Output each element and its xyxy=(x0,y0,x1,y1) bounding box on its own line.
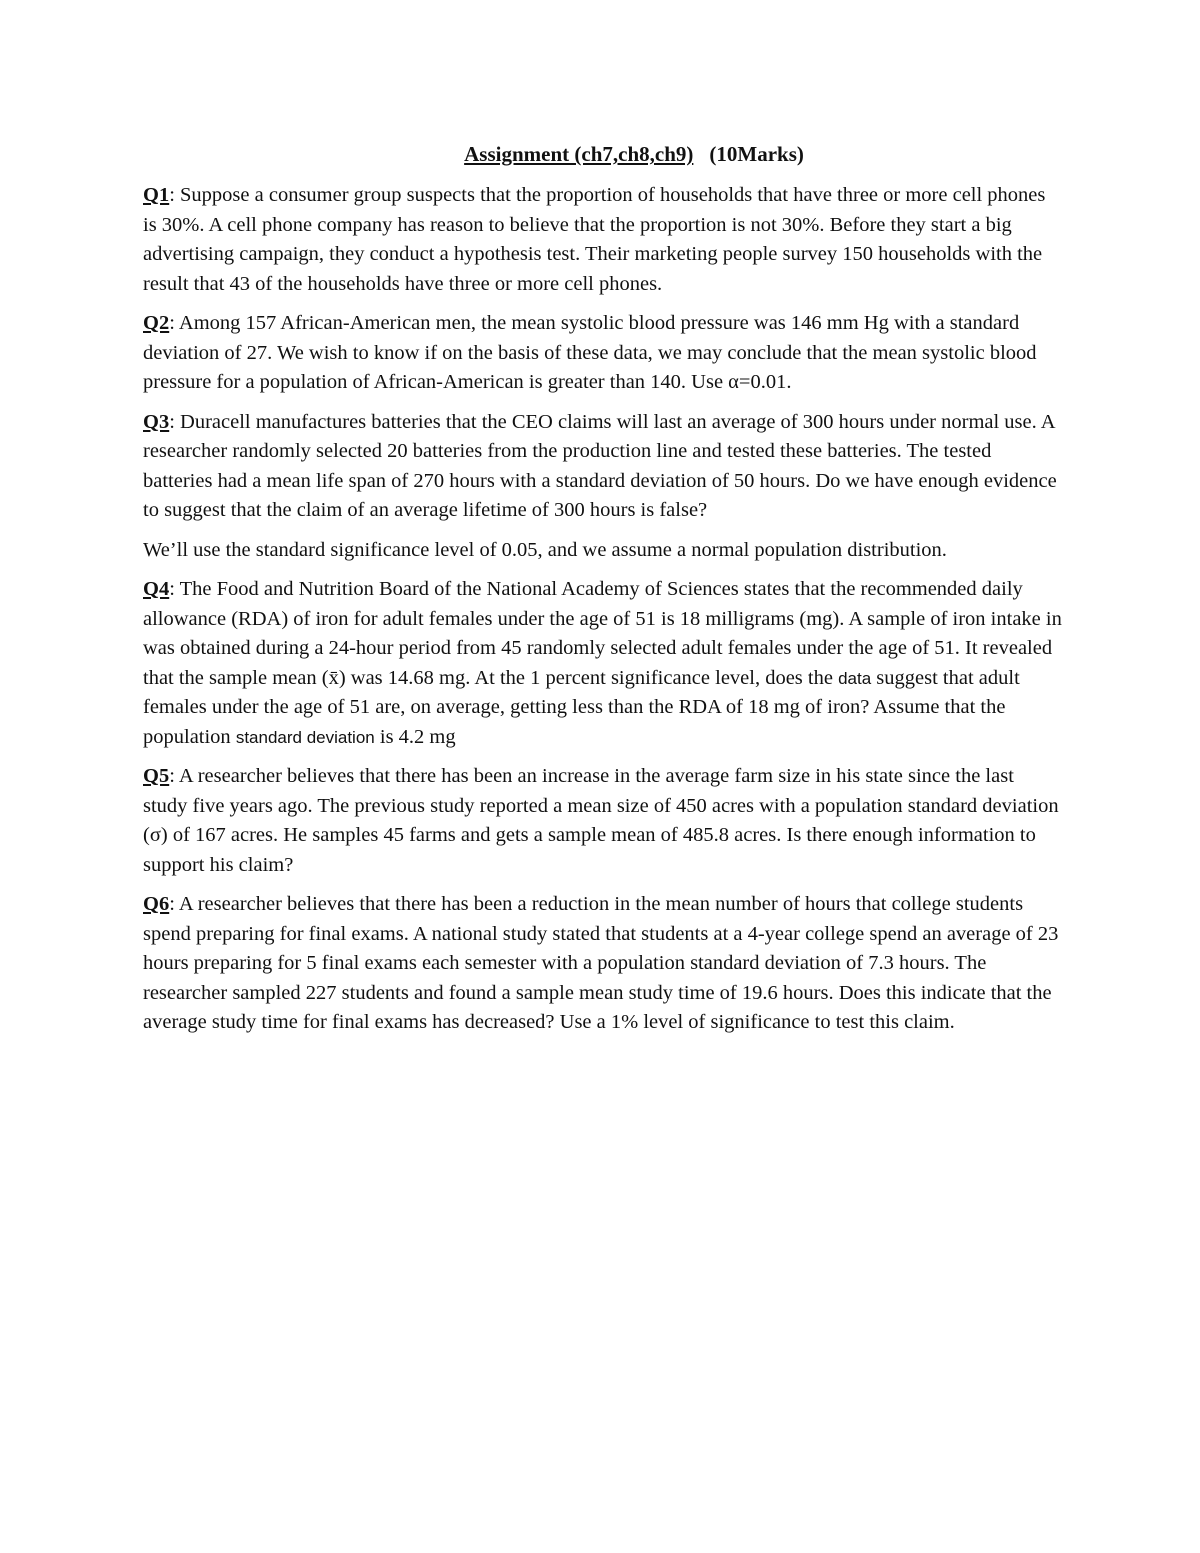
assignment-header xyxy=(143,140,1063,169)
question-label: Q3 xyxy=(143,410,170,433)
question-q3 xyxy=(143,408,1063,526)
question-label: Q6 xyxy=(143,893,170,915)
question-label-separator: : xyxy=(169,893,175,915)
document-body xyxy=(143,140,1063,1048)
question-q4 xyxy=(143,575,1063,752)
question-text: A researcher believes that there has been a reduction in the mean number of hours that college students spend preparing for final exams. A national study stated that students at a 4-year college spend an average of 23 hours preparing for 5 final exams each semester with a population standard deviation of 7.3 hours. The researcher sampled 227 students and found a sample mean study time of 19.6 hours. Does this indicate that the average study time for final exams has decreased? Use a 1% level of significance to test this claim. xyxy=(143,893,1059,1033)
question-text: Suppose a consumer group suspects that the proportion of households that have three or more cell phones is 30%. A cell phone company has reason to believe that the proportion is not 30%. Before they start a big advertising campaign, they conduct a hypothesis test. Their marketing people survey 150 households with the result that 43 of the households have three or more cell phones. xyxy=(143,184,1046,295)
question-label-separator: : xyxy=(169,312,175,334)
question-text: suggest that adult females under the age of 51 are, on average, getting less than the RDA of 18 mg of iron? Assume that the population xyxy=(143,666,1020,748)
question-label-separator: : xyxy=(169,765,175,787)
question-label: Q5 xyxy=(143,765,170,787)
question-q5 xyxy=(143,762,1063,880)
question-q6 xyxy=(143,890,1063,1038)
question-text-inline: data xyxy=(838,668,872,688)
question-q2 xyxy=(143,309,1063,398)
assignment-title: Assignment (ch7,ch8,ch9) xyxy=(464,142,694,166)
question-label: Q1 xyxy=(143,184,170,206)
question-text: A researcher believes that there has been an increase in the average farm size in his state since the last study five years ago. The previous study reported a mean size of 450 acres with a population standard deviation (σ) of 167 acres. He samples 45 farms and gets a sample mean of 485.8 acres. Is there enough information to support his claim? xyxy=(143,765,1059,876)
question-text: Among 157 African-American men, the mean systolic blood pressure was 146 mm Hg with a standard deviation of 27. We wish to know if on the basis of these data, we may conclude that the mean systolic blood pressure for a population of African-American is greater than 140. Use α=0.01. xyxy=(143,312,1037,393)
question-text-inline: standard deviation xyxy=(235,727,375,747)
question-q1 xyxy=(143,181,1063,299)
assignment-marks: (10Marks) xyxy=(709,142,804,166)
question-label-separator: : xyxy=(169,410,175,433)
question-text: Duracell manufactures batteries that the CEO claims will last an average of 300 hours under normal use. A researcher randomly selected 20 batteries from the production line and tested these batteries. The tested batteries had a mean life span of 270 hours with a standard deviation of 50 hours. Do we have enough evidence to suggest that the claim of an average lifetime of 300 hours is false? xyxy=(143,410,1057,521)
question-label: Q2 xyxy=(143,312,170,334)
question-label: Q4 xyxy=(143,578,170,600)
question-label-separator: : xyxy=(169,184,175,206)
question-label-separator: : xyxy=(169,578,175,600)
question-text: The Food and Nutrition Board of the National Academy of Sciences states that the recommended daily allowance (RDA) of iron for adult females under the age of 51 is 18 milligrams (mg). A sample of iron intake in was obtained during a 24-hour period from 45 randomly selected adult females under the age of 51. It revealed that the sample mean (x̄) was 14.68 mg. At the 1 percent significance level, does the xyxy=(143,578,1062,689)
question-text: is 4.2 mg xyxy=(374,725,456,748)
question-q3-followup: We’ll use the standard significance level of 0.05, and we assume a normal population distribution. xyxy=(143,538,947,561)
